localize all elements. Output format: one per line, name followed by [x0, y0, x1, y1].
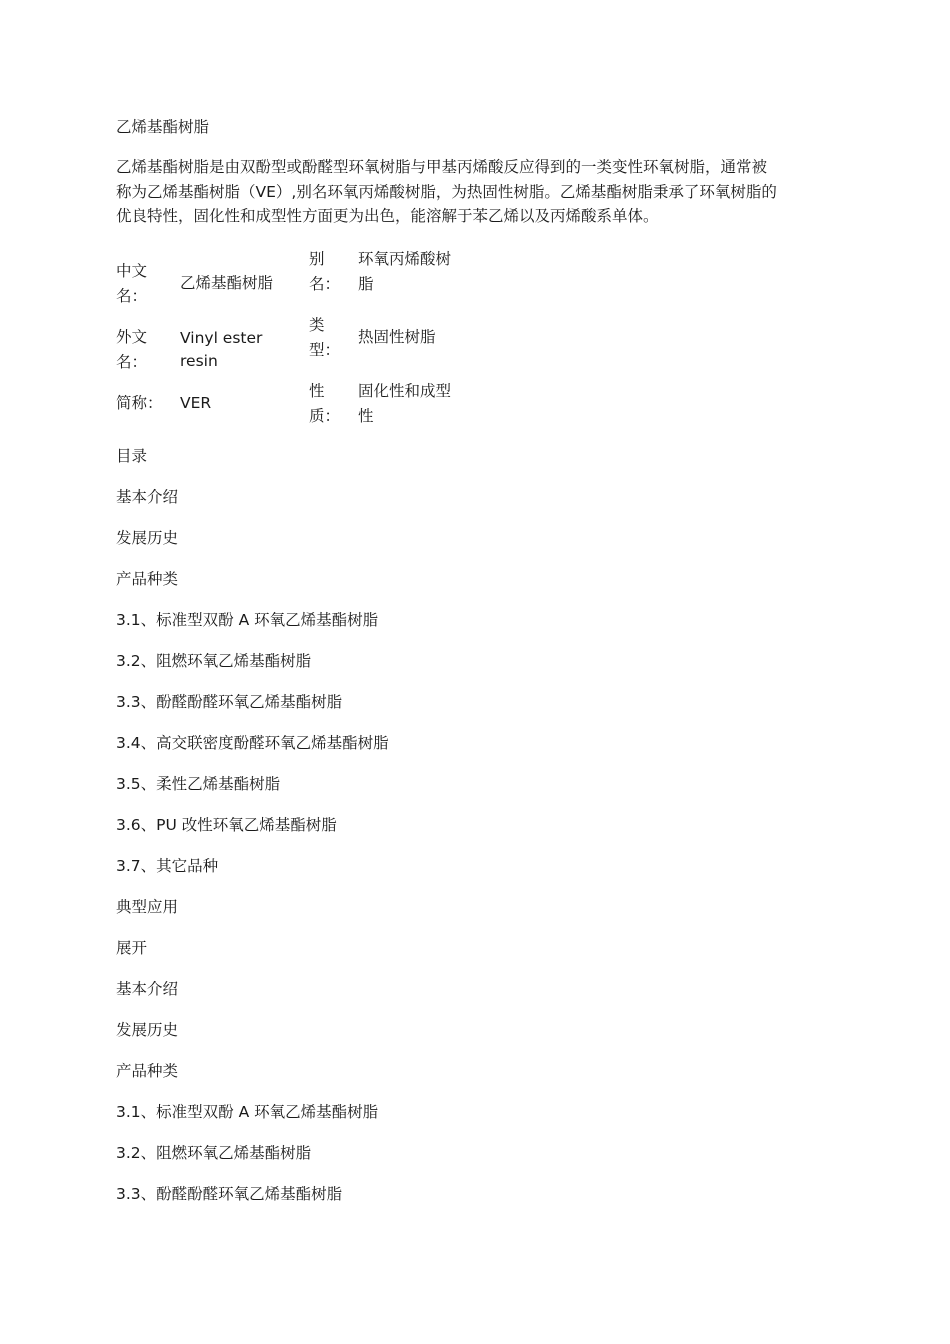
toc-item[interactable]: 3.6、PU 改性环氧乙烯基酯树脂	[116, 816, 337, 834]
info-value-type	[358, 325, 436, 350]
intro-line: 优良特性，固化性和成型性方面更为出色，能溶解于苯乙烯以及丙烯酸系单体。	[116, 207, 659, 225]
info-value-line: 乙烯基酯树脂	[180, 274, 274, 292]
toc-item[interactable]: 3.5、柔性乙烯基酯树脂	[116, 775, 281, 793]
info-value-abbreviation	[180, 391, 211, 416]
info-label-line: 名：	[116, 286, 148, 305]
info-label-line: 型：	[309, 340, 341, 359]
toc-heading: 目录	[116, 447, 148, 465]
info-label-line: 名：	[309, 274, 341, 293]
info-label-property	[309, 379, 340, 428]
info-value-line: Vinyl ester	[180, 329, 263, 347]
toc-item[interactable]: 3.4、高交联密度酚醛环氧乙烯基酯树脂	[116, 734, 389, 752]
info-value-chinese-name	[180, 271, 273, 296]
info-value-alias	[358, 247, 451, 296]
toc-item[interactable]: 基本介绍	[116, 980, 179, 998]
info-label-line: 类	[309, 316, 325, 334]
info-label-line: 中文	[116, 262, 148, 280]
info-value-property	[358, 379, 451, 428]
intro-line: 乙烯基酯树脂是由双酚型或酚醛型环氧树脂与甲基丙烯酸反应得到的一类变性环氧树脂，通常被	[116, 158, 768, 176]
document-title: 乙烯基酯树脂	[116, 118, 210, 136]
info-value-line: 脂	[358, 274, 374, 293]
info-value-line: 热固性树脂	[358, 328, 436, 346]
toc-item[interactable]: 3.2、阻燃环氧乙烯基酯树脂	[116, 1144, 312, 1162]
info-value-line: VER	[180, 394, 212, 412]
toc-item[interactable]: 3.1、标准型双酚 A 环氧乙烯基酯树脂	[116, 611, 379, 629]
toc-item[interactable]: 产品种类	[116, 1062, 179, 1080]
info-label-chinese-name	[116, 259, 147, 308]
toc-item[interactable]: 3.3、酚醛酚醛环氧乙烯基酯树脂	[116, 693, 343, 711]
info-value-foreign-name	[180, 327, 262, 372]
toc-item[interactable]: 产品种类	[116, 570, 179, 588]
info-label-line: 别	[309, 250, 325, 268]
info-label-line: 名：	[116, 352, 148, 371]
toc-item[interactable]: 基本介绍	[116, 488, 179, 506]
toc-item[interactable]: 3.1、标准型双酚 A 环氧乙烯基酯树脂	[116, 1103, 379, 1121]
toc-item[interactable]: 发展历史	[116, 1021, 179, 1039]
info-label-abbreviation	[116, 391, 163, 416]
info-label-line: 性	[309, 382, 325, 400]
info-label-line: 简称：	[116, 394, 163, 412]
info-label-alias	[309, 247, 340, 296]
info-label-line: 质：	[309, 406, 341, 425]
expand-link[interactable]: 展开	[116, 939, 148, 957]
info-value-line: resin	[180, 351, 218, 370]
toc-item[interactable]: 3.2、阻燃环氧乙烯基酯树脂	[116, 652, 312, 670]
info-label-line: 外文	[116, 328, 148, 346]
toc-item[interactable]: 发展历史	[116, 529, 179, 547]
intro-line: 称为乙烯基酯树脂（VE）,别名环氧丙烯酸树脂，为热固性树脂。乙烯基酯树脂秉承了环氧树脂的	[116, 182, 777, 201]
toc-item[interactable]: 3.7、其它品种	[116, 857, 219, 875]
info-label-type	[309, 313, 340, 362]
toc-item[interactable]: 典型应用	[116, 898, 179, 916]
info-value-line: 环氧丙烯酸树	[358, 250, 452, 268]
intro-paragraph	[116, 155, 832, 229]
info-value-line: 固化性和成型	[358, 382, 452, 400]
toc-item[interactable]: 3.3、酚醛酚醛环氧乙烯基酯树脂	[116, 1185, 343, 1203]
info-value-line: 性	[358, 406, 374, 425]
info-label-foreign-name	[116, 325, 147, 374]
